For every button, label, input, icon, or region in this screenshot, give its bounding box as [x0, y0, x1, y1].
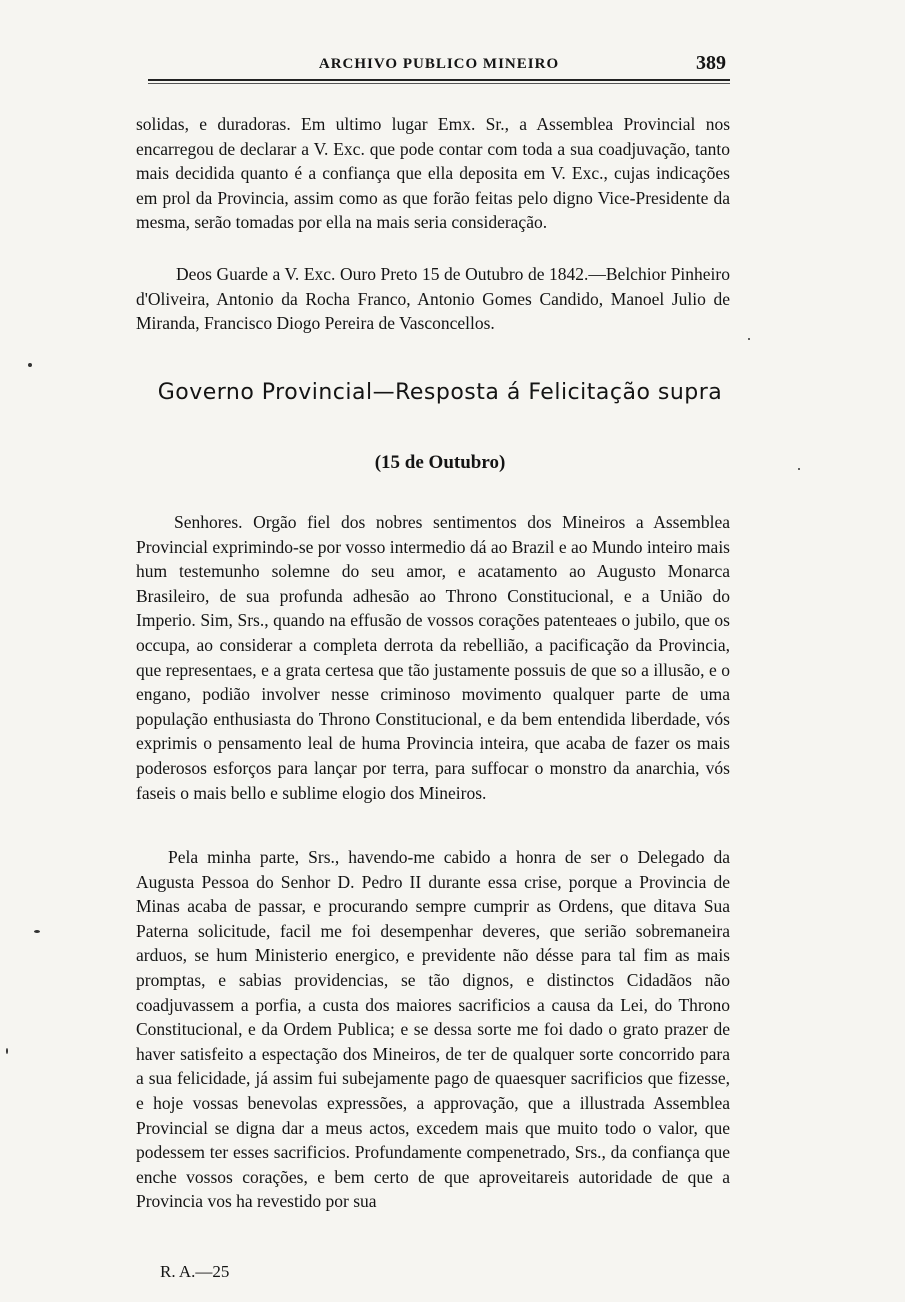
paragraph-4-text: Pela minha parte, Srs., havendo-me cabido a honra de ser o Delegado da Augusta Pessoa do Senhor D. Pedro II durante essa crise, porque a Provincia de Minas acaba de passar, e procurando sempre cumprir as Ordens, que ditava Sua Paterna solicitude, facil me foi desempenhar deveres, que serião sobremaneira arduos, se hum Ministerio energico, e previdente não désse para tal fim as mais promptas, e sabias providencias, se tão dignos, e distinctos Cidadãos não coadjuvassem a porfia, a custa dos maiores sacrificios a causa da Lei, do Throno Constitucional, e da Ordem Publica; e se dessa sorte me foi dado o grato prazer de haver satisfeito a espectação dos Mineiros, de ter de qualquer sorte concorrido para a sua felicidade, já assim fui subejamente pago de quaesquer sacrificios que fizesse, e hoje vossas benevolas expressões, a approvação, que a illustrada Assemblea Provincial se digna dar a meus actos, excedem mais que muito todo o valor, que podessem ter esses sacrificios. Profundamente compenetrado, Srs., da confiança que enche vossos corações, e bem certo de que aproveitareis autoridade de que a Provincia vos ha revestido por sua — [136, 847, 730, 1212]
ink-speck — [34, 930, 40, 933]
paragraph-3 — [136, 510, 730, 805]
section-title: Governo Provincial—Resposta á Felicitação supra — [157, 380, 723, 405]
header-rule-thin — [148, 83, 730, 84]
printer-signature: R. A.—25 — [160, 1262, 230, 1281]
paragraph-3-text: Senhores. Orgão fiel dos nobres sentimentos dos Mineiros a Assemblea Provincial exprimindo-se por vosso intermedio dá ao Brazil e ao Mundo inteiro mais hum testemunho solemne do seu amor, e acatamento ao Augusto Monarca Brasileiro, de sua profunda adhesão ao Throno Constitucional, e a União do Imperio. Sim, Srs., quando na effusão de vossos corações patenteaes o jubilo, que os occupa, ao considerar a completa derrota da rebellião, a pacificação da Provincia, que representaes, e a grata certesa que tão justamente possuis de que so a illusão, e o engano, podião involver nesse criminoso movimento qualquer parte de uma população enthusiasta do Throno Constitucional, e da bem entendida liberdade, vós exprimis o pensamento leal de huma Provincia inteira, que acaba de fazer os mais poderosos esforços para lançar por terra, para suffocar o monstro da anarchia, vós faseis o mais bello e sublime elogio dos Mineiros. — [136, 512, 730, 803]
paragraph-4 — [136, 845, 730, 1214]
header-title: ARCHIVO PUBLICO MINEIRO — [318, 56, 560, 72]
paragraph-1-text: solidas, e duradoras. Em ultimo lugar Emx. Sr., a Assemblea Provincial nos encarregou de declarar a V. Exc. que pode contar com toda a sua coadjuvação, tanto mais decidida quanto é a confiança que ella deposita em V. Exc., cujas indicações em prol da Provincia, assim como as que forão feitas pelo digno Vice-Presidente da mesma, serão tomadas por ella na mais seria consideração. — [136, 114, 730, 233]
page-number: 389 — [696, 52, 726, 74]
ink-speck — [748, 338, 750, 340]
ink-speck — [6, 1048, 8, 1054]
ink-speck — [28, 363, 32, 367]
header-rule — [148, 79, 730, 81]
paragraph-1 — [136, 112, 730, 235]
section-date: (15 de Outubro) — [374, 452, 506, 473]
running-header — [148, 52, 730, 76]
paragraph-2-text: Deos Guarde a V. Exc. Ouro Preto 15 de Outubro de 1842.—Belchior Pinheiro d'Oliveira, Antonio da Rocha Franco, Antonio Gomes Candido, Manoel Julio de Miranda, Francisco Diogo Pereira de Vasconcellos. — [136, 264, 730, 334]
paragraph-2 — [136, 262, 730, 336]
ink-speck — [798, 468, 800, 470]
